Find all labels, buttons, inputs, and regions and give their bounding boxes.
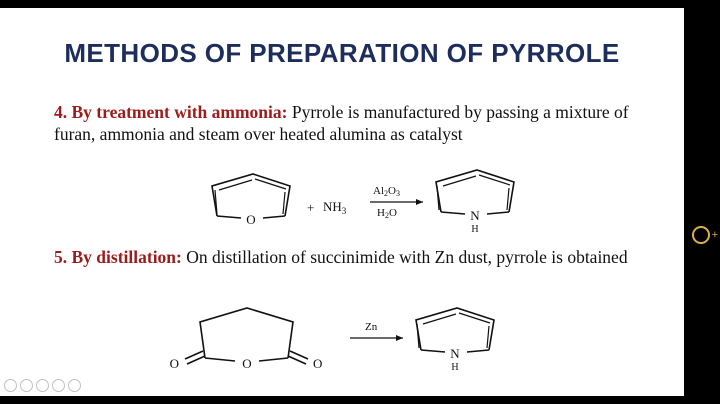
circle-icon-4[interactable] <box>52 379 65 392</box>
section-5-body: On distillation of succinimide with Zn dust, pyrrole is obtained <box>181 247 628 267</box>
arrow-above-label: Al2O3 <box>373 185 400 198</box>
ring-oxygen-label: O <box>242 356 252 371</box>
page-title: METHODS OF PREPARATION OF PYRROLE <box>64 38 620 68</box>
circle-icon-1[interactable] <box>4 379 17 392</box>
pyrrole-hydrogen-label-1: H <box>471 224 479 235</box>
ammonia-label: $NH_3$ <box>323 199 347 216</box>
section-4-lead: By treatment with ammonia: <box>71 102 288 122</box>
reaction-scheme-furan-to-pyrrole <box>195 166 515 238</box>
section-4-body: Pyrrole is manufactured by passing a mixture of furan, ammonia and steam over heated alumina as catalyst <box>54 102 629 145</box>
zoom-in-label: + <box>711 229 718 241</box>
section-4-number: 4. <box>54 102 68 122</box>
slide-canvas <box>0 8 684 396</box>
section-5-number: 5. <box>54 247 68 267</box>
section-5-paragraph <box>54 246 654 268</box>
reaction-scheme-succinimide-to-pyrrole <box>169 300 515 385</box>
zoom-knob-icon[interactable] <box>692 226 710 244</box>
pyrrole-hydrogen-label-2: H <box>451 362 459 373</box>
scheme-1-drawing <box>195 166 515 238</box>
right-gutter <box>684 8 720 396</box>
plus-sign: + <box>307 200 315 215</box>
circle-icon-2[interactable] <box>20 379 33 392</box>
furan-oxygen-label: O <box>246 212 256 227</box>
section-5-lead: By distillation: <box>71 247 182 267</box>
reaction-arrow-head-2 <box>396 335 403 341</box>
reaction-arrow-head <box>416 199 423 205</box>
scheme-2-drawing <box>169 300 515 385</box>
icon-strip[interactable] <box>4 379 81 392</box>
arrow-above-label-2: Zn <box>365 321 378 333</box>
arrow-below-label: H2O <box>377 207 397 220</box>
circle-icon-5[interactable] <box>68 379 81 392</box>
pyrrole-nitrogen-label-1: N <box>470 208 480 223</box>
left-oxygen-label: O <box>169 356 179 371</box>
section-4-paragraph <box>54 101 654 146</box>
pyrrole-nitrogen-label-2: N <box>450 346 460 361</box>
circle-icon-3[interactable] <box>36 379 49 392</box>
right-oxygen-label: O <box>313 356 323 371</box>
